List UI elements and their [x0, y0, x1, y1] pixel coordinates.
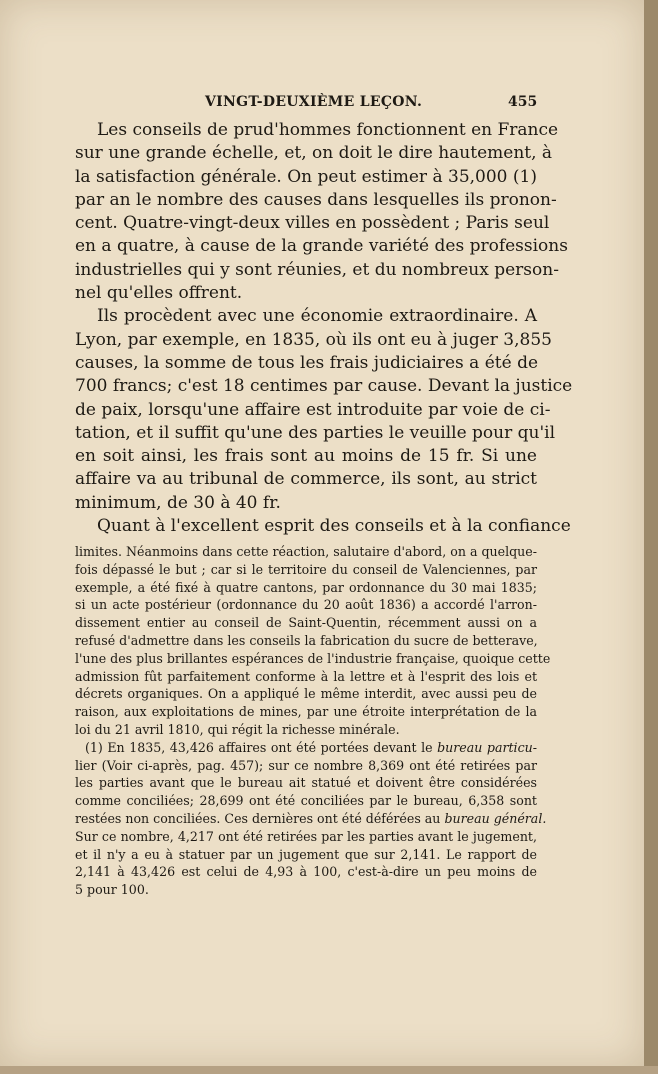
body-line: Lyon, par exemple, en 1835, où ils ont eu à juger 3,855	[75, 329, 552, 350]
footnote-line: raison, aux exploitations de mines, par une étroite interprétation de la	[75, 704, 537, 720]
footnote-line: admission fût parfaitement conforme à la lettre et à l'esprit des lois et	[75, 668, 537, 684]
footnote-line: limites. Néanmoins dans cette réaction, salutaire d'abord, on a quelque-	[75, 544, 537, 559]
page-edge	[644, 0, 658, 1074]
footnote-line: 2,141 à 43,426 est celui de 4,93 à 100, c'est-à-dire un peu moins de	[75, 864, 537, 880]
body-line: causes, la somme de tous les frais judiciaires a été de	[75, 352, 539, 373]
page-edge-bottom	[0, 1066, 658, 1074]
body-line: par an le nombre des causes dans lesquelles ils pronon-	[75, 189, 557, 210]
footnotes	[75, 543, 551, 899]
footnote-1-first-line	[75, 739, 537, 757]
footnote-line	[75, 810, 547, 828]
footnote-line: comme conciliées; 28,699 ont été conciliées par le bureau, 6,358 sont	[75, 793, 537, 809]
body-line: tation, et il suffit qu'une des parties le veuille pour qu'il	[75, 422, 556, 443]
body-line: de paix, lorsqu'une affaire est introduite par voie de ci-	[75, 399, 551, 420]
footnote-line: 5 pour 100.	[75, 882, 149, 898]
body-line: en soit ainsi, les frais sont au moins de 15 fr. Si une	[75, 446, 537, 467]
body-line: cent. Quatre-vingt-deux villes en possèdent ; Paris seul	[75, 213, 550, 234]
footnote-italic: bureau général.	[444, 810, 547, 826]
footnote-line: exemple, a été fixé à quatre cantons, par ordonnance du 30 mai 1835;	[75, 579, 537, 595]
body-line: en a quatre, à cause de la grande variété des professions	[75, 236, 568, 257]
footnote-line: décrets organiques. On a appliqué le même interdit, avec aussi peu de	[75, 686, 537, 702]
footnote-text: restées non conciliées. Ces dernières ont été déférées au	[75, 810, 445, 826]
footnote-line	[75, 757, 537, 775]
footnote-line: loi du 21 avril 1810, qui régit la richesse minérale.	[75, 721, 400, 737]
footnote-line: fois dépassé le but ; car si le territoire du conseil de Valenciennes, par	[75, 561, 537, 577]
body-line: 700 francs; c'est 18 centimes par cause. Devant la justice	[75, 376, 573, 397]
footnote-line: si un acte postérieur (ordonnance du 20 août 1836) a accordé l'arron-	[75, 597, 537, 613]
footnote-text: lier (Voir ci-après, pag. 457); sur ce nombre 8,369 ont été retirées par	[75, 757, 537, 773]
footnote-line: Sur ce nombre, 4,217 ont été retirées par les parties avant le jugement,	[75, 828, 537, 844]
running-head: VINGT-DEUXIÈME LEÇON.	[205, 94, 423, 110]
body-line: Ils procèdent avec une économie extraordinaire. A	[97, 306, 537, 327]
footnote-line: refusé d'admettre dans les conseils la fabrication du sucre de betterave,	[75, 632, 538, 648]
body-text	[75, 119, 573, 538]
body-line: Quant à l'excellent esprit des conseils et à la confiance	[97, 516, 571, 537]
page-number: 455	[508, 94, 538, 110]
body-line: minimum, de 30 à 40 fr.	[75, 492, 281, 513]
footnote-text: (1) En 1835, 43,426 affaires ont été portées devant le	[85, 739, 438, 755]
footnote-line: les parties avant que le bureau ait statué et doivent être considérées	[75, 775, 537, 791]
footnote-line: et il n'y a eu à statuer par un jugement que sur 2,141. Le rapport de	[75, 846, 537, 862]
body-line: sur une grande échelle, et, on doit le dire hautement, à	[75, 143, 553, 164]
body-line: Les conseils de prud'hommes fonctionnent en France	[97, 120, 559, 140]
body-line: affaire va au tribunal de commerce, ils sont, au strict	[75, 469, 537, 490]
page-header	[0, 92, 644, 116]
footnote-line: dissement entier au conseil de Saint-Quentin, récemment aussi on a	[75, 615, 537, 631]
footnote-italic: bureau particu-	[437, 739, 538, 755]
body-line: nel qu'elles offrent.	[75, 283, 243, 304]
body-line: industrielles qui y sont réunies, et du nombreux person-	[75, 259, 559, 280]
footnote-line: l'une des plus brillantes espérances de l'industrie française, quoique cette	[75, 650, 551, 666]
body-line: la satisfaction générale. On peut estimer à 35,000 (1)	[75, 166, 537, 187]
